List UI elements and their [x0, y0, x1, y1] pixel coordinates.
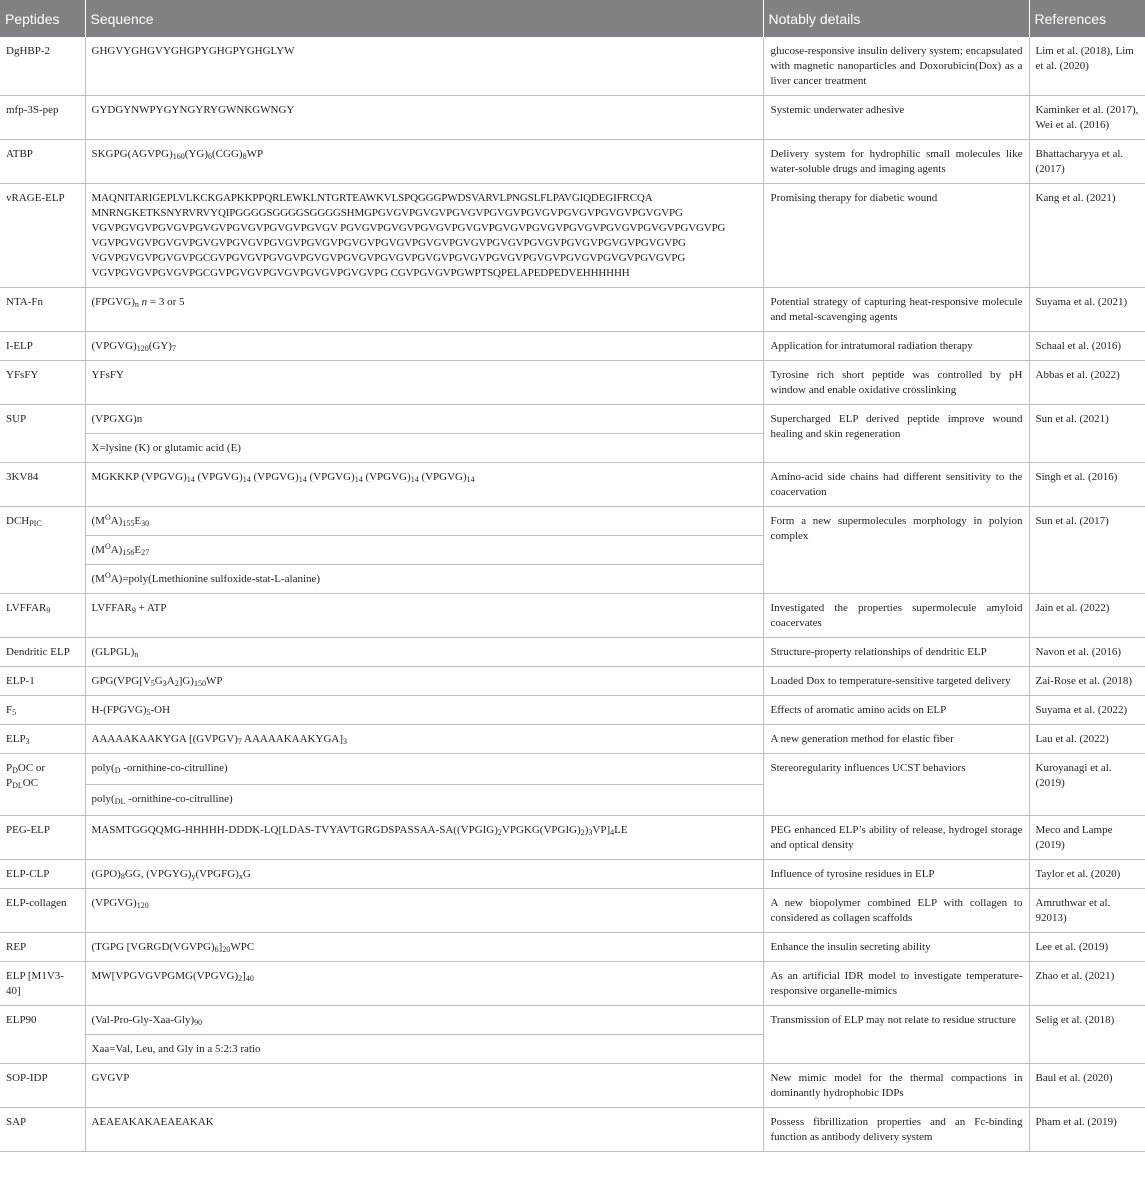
- cell-sequence: $(VPGVG)_{120}$: [85, 889, 763, 933]
- cell-peptide: ELP-collagen: [0, 889, 85, 933]
- table-row: [0, 140, 1145, 184]
- cell-peptide: $LVFFAR_9$: [0, 594, 85, 638]
- table-row: [0, 816, 1145, 860]
- cell-sequence: $MW[VPGVGVPGMG(VPGVG)_2]_{40}$: [85, 962, 763, 1006]
- cell-details: As an artificial IDR model to investigate temperature-responsive organelle-mimics: [763, 962, 1029, 1006]
- cell-details: A new biopolymer combined ELP with collagen to considered as collagen scaffolds: [763, 889, 1029, 933]
- cell-references: Jain et al. (2022): [1029, 594, 1145, 638]
- table-row: [0, 638, 1145, 667]
- header-sequence: Sequence: [85, 0, 763, 37]
- cell-peptide: I-ELP: [0, 332, 85, 361]
- cell-peptide: SOP-IDP: [0, 1064, 85, 1108]
- cell-details: Systemic underwater adhesive: [763, 96, 1029, 140]
- cell-references: Schaal et al. (2016): [1029, 332, 1145, 361]
- cell-peptide: $F_5$: [0, 696, 85, 725]
- table-row: [0, 725, 1145, 754]
- cell-peptide: NTA-Fn: [0, 288, 85, 332]
- cell-references: Bhattacharyya et al. (2017): [1029, 140, 1145, 184]
- cell-details: Application for intratumoral radiation therapy: [763, 332, 1029, 361]
- cell-references: Zai-Rose et al. (2018): [1029, 667, 1145, 696]
- cell-references: Selig et al. (2018): [1029, 1006, 1145, 1064]
- cell-sequence: $GPG(VPG[V_5G_3A_2]G)_{150}WP$: [85, 667, 763, 696]
- cell-peptide: mfp-3S-pep: [0, 96, 85, 140]
- cell-details: PEG enhanced ELP’s ability of release, hydrogel storage and optical density: [763, 816, 1029, 860]
- table-row: [0, 288, 1145, 332]
- cell-peptide: ELP90: [0, 1006, 85, 1064]
- cell-sequence: poly(DL -ornithine-co-citrulline): [85, 785, 763, 816]
- table-row: [0, 889, 1145, 933]
- cell-details: Loaded Dox to temperature-sensitive targeted delivery: [763, 667, 1029, 696]
- cell-references: Suyama et al. (2022): [1029, 696, 1145, 725]
- cell-peptide: REP: [0, 933, 85, 962]
- cell-sequence: AAAAAKAAKYGA [$(GVPGV)_7$ $AAAAAKAAKYGA]_3$: [85, 725, 763, 754]
- cell-details: glucose-responsive insulin delivery system; encapsulated with magnetic nanoparticles and Doxorubicin(Dox) as a liver cancer treatment: [763, 37, 1029, 96]
- cell-peptide: $DCH_{PIC}$: [0, 507, 85, 594]
- cell-references: Abbas et al. (2022): [1029, 361, 1145, 405]
- table-row: [0, 405, 1145, 434]
- cell-sequence: $(GPO)_8GG$, $(VPGYG)_y(VPGFG)_xG$: [85, 860, 763, 889]
- cell-sequence: poly(D -ornithine-co-citrulline): [85, 754, 763, 785]
- cell-sequence: $H-(FPGVG)_5-OH$: [85, 696, 763, 725]
- table-row: [0, 860, 1145, 889]
- cell-peptide: SUP: [0, 405, 85, 463]
- cell-references: Meco and Lampe (2019): [1029, 816, 1145, 860]
- cell-references: Kuroyanagi et al. (2019): [1029, 754, 1145, 816]
- cell-details: Promising therapy for diabetic wound: [763, 184, 1029, 288]
- cell-peptide: PEG-ELP: [0, 816, 85, 860]
- cell-peptide: 3KV84: [0, 463, 85, 507]
- cell-peptide: ATBP: [0, 140, 85, 184]
- cell-details: Enhance the insulin secreting ability: [763, 933, 1029, 962]
- table-row: [0, 184, 1145, 288]
- cell-sequence: YFsFY: [85, 361, 763, 405]
- cell-peptide: ELP [M1V3-40]: [0, 962, 85, 1006]
- cell-references: Pham et al. (2019): [1029, 1108, 1145, 1152]
- cell-details: New mimic model for the thermal compactions in dominantly hydrophobic IDPs: [763, 1064, 1029, 1108]
- cell-sequence: MAQNITARIGEPLVLKCKGAPKKPPQRLEWKLNTGRTEAWKVLSPQGGGPWDSVARVLPNGSLFLPAVGIQDEGIFRCQA MNRNGKETKSNYRVRVYQIPGGGGSGGGGSGGGGSHMGPGVGVPGVGVPGVGVPGVGVPGVGVPGVGVPGVGVPGVGVPG VGVPGVGVPGVGVPGVGVPGVGVPGVGVPGVGV PGVGVPGVGVPGVGVPGVGVPGVGVPGVGVPGVGVPGVGVPGVGVPGVGVPG VGVPGVGVPGVGVPGVGVPGVGVPGVGVPGVGVPGVGVPGVGVPGVGVPGVGVPGVGVPGVGVPGVGVPGVGVPGVGVPG VGVPGVGVPGVGVPGCGVPGVGVPGVGVPGVGVPGVGVPGVGVPGVGVPGVGVPGVGVPGVGVPGVGVPGVGVPGVGVPG VGVPGVGVPGVGVPGCGVPGVGVPGVGVPGVGVPGVGVPG CGVPGVGVPGWPTSQPELAPEDPEDVEHHHHHH: [85, 184, 763, 288]
- cell-references: Lim et al. (2018), Lim et al. (2020): [1029, 37, 1145, 96]
- cell-references: Kang et al. (2021): [1029, 184, 1145, 288]
- cell-sequence: $(Val-Pro-Gly-Xaa-Gly)_{90}$: [85, 1006, 763, 1035]
- cell-peptide: $P_DOC$ or $P_{DL}OC$: [0, 754, 85, 816]
- cell-references: Navon et al. (2016): [1029, 638, 1145, 667]
- cell-references: Kaminker et al. (2017), Wei et al. (2016): [1029, 96, 1145, 140]
- cell-peptide: DgHBP-2: [0, 37, 85, 96]
- cell-details: Tyrosine rich short peptide was controlled by pH window and enable oxidative crosslinking: [763, 361, 1029, 405]
- cell-peptide: YFsFY: [0, 361, 85, 405]
- table-row: [0, 1108, 1145, 1152]
- cell-sequence: GYDGYNWPYGYNGYRYGWNKGWNGY: [85, 96, 763, 140]
- cell-sequence: $LVFFAR_9$ + ATP: [85, 594, 763, 638]
- cell-details: Potential strategy of capturing heat-responsive molecule and metal-scavenging agents: [763, 288, 1029, 332]
- cell-details: Influence of tyrosine residues in ELP: [763, 860, 1029, 889]
- cell-sequence: $(VPGVG)_{120}(GY)_7$: [85, 332, 763, 361]
- cell-details: Form a new supermolecules morphology in polyion complex: [763, 507, 1029, 594]
- cell-sequence: (TGPG $[VGRGD(VGVPG)_6]_{20}WPC$: [85, 933, 763, 962]
- table-row: [0, 361, 1145, 405]
- cell-details: Stereoregularity influences UCST behaviors: [763, 754, 1029, 816]
- table-row: [0, 332, 1145, 361]
- cell-details: A new generation method for elastic fiber: [763, 725, 1029, 754]
- cell-sequence: $(GLPGL)_n$: [85, 638, 763, 667]
- cell-details: Structure-property relationships of dendritic ELP: [763, 638, 1029, 667]
- header-details: Notably details: [763, 0, 1029, 37]
- table-row: [0, 1064, 1145, 1108]
- table-row: [0, 754, 1145, 785]
- table-row: [0, 933, 1145, 962]
- cell-sequence: (VPGXG)n: [85, 405, 763, 434]
- header-row: [0, 0, 1145, 37]
- header-references: References: [1029, 0, 1145, 37]
- table-row: [0, 507, 1145, 536]
- cell-details: Transmission of ELP may not relate to residue structure: [763, 1006, 1029, 1064]
- header-peptides: Peptides: [0, 0, 85, 37]
- cell-references: Taylor et al. (2020): [1029, 860, 1145, 889]
- cell-details: Amino-acid side chains had different sensitivity to the coacervation: [763, 463, 1029, 507]
- table-row: [0, 37, 1145, 96]
- cell-sequence: GVGVP: [85, 1064, 763, 1108]
- table-row: [0, 667, 1145, 696]
- cell-details: Delivery system for hydrophilic small molecules like water-soluble drugs and imaging agents: [763, 140, 1029, 184]
- cell-sequence: MGKKKP $(VPGVG)_{14}$ $(VPGVG)_{14}$ $(VPGVG)_{14}$ $(VPGVG)_{14}$ $(VPGVG)_{14}$ $(VPGVG)_{14}$: [85, 463, 763, 507]
- table-row: [0, 463, 1145, 507]
- cell-sequence: AEAEAKAKAEAEAKAK: [85, 1108, 763, 1152]
- cell-details: Supercharged ELP derived peptide improve wound healing and skin regeneration: [763, 405, 1029, 463]
- cell-references: Baul et al. (2020): [1029, 1064, 1145, 1108]
- cell-sequence: Xaa=Val, Leu, and Gly in a 5:2:3 ratio: [85, 1035, 763, 1064]
- cell-sequence: $(M^OA)=poly(Lmethionine$ sulfoxide-stat-L-alanine): [85, 565, 763, 594]
- cell-references: Sun et al. (2021): [1029, 405, 1145, 463]
- table-row: [0, 594, 1145, 638]
- cell-references: Amruthwar et al. 92013): [1029, 889, 1145, 933]
- table-body: [0, 37, 1145, 1152]
- cell-details: Effects of aromatic amino acids on ELP: [763, 696, 1029, 725]
- cell-references: Lau et al. (2022): [1029, 725, 1145, 754]
- cell-details: Investigated the properties supermolecule amyloid coacervates: [763, 594, 1029, 638]
- cell-references: Singh et al. (2016): [1029, 463, 1145, 507]
- cell-references: Zhao et al. (2021): [1029, 962, 1145, 1006]
- table-row: [0, 696, 1145, 725]
- table-row: [0, 96, 1145, 140]
- cell-sequence: MASMTGGQQMG-$HHHHH-DDDK-LQ[LDAS-TVYAVTGRGDSPASSAA-SA((VPGIG)_2VPGKG(VPGIG)_2)_3VP]_4LE$: [85, 816, 763, 860]
- cell-sequence: X=lysine (K) or glutamic acid (E): [85, 434, 763, 463]
- cell-details: Possess fibrillization properties and an Fc-binding function as antibody delivery system: [763, 1108, 1029, 1152]
- cell-peptide: Dendritic ELP: [0, 638, 85, 667]
- cell-peptide: SAP: [0, 1108, 85, 1152]
- table-row: [0, 1006, 1145, 1035]
- cell-references: Sun et al. (2017): [1029, 507, 1145, 594]
- cell-peptide: vRAGE-ELP: [0, 184, 85, 288]
- cell-peptide: ELP-CLP: [0, 860, 85, 889]
- cell-sequence: $(M^OA)_{156}E_{27}$: [85, 536, 763, 565]
- cell-sequence: $SKGPG(AGVPG)_{160}(YG)_6(CGG)_8WP$: [85, 140, 763, 184]
- cell-peptide: ELP-1: [0, 667, 85, 696]
- cell-references: Lee et al. (2019): [1029, 933, 1145, 962]
- cell-references: Suyama et al. (2021): [1029, 288, 1145, 332]
- cell-sequence: $(FPGVG)_n$ n = 3 or 5: [85, 288, 763, 332]
- cell-sequence: $(M^OA)_{155}E_{30}$: [85, 507, 763, 536]
- cell-peptide: $ELP_3$: [0, 725, 85, 754]
- cell-sequence: GHGVYGHGVYGHGPYGHGPYGHGLYW: [85, 37, 763, 96]
- table-row: [0, 962, 1145, 1006]
